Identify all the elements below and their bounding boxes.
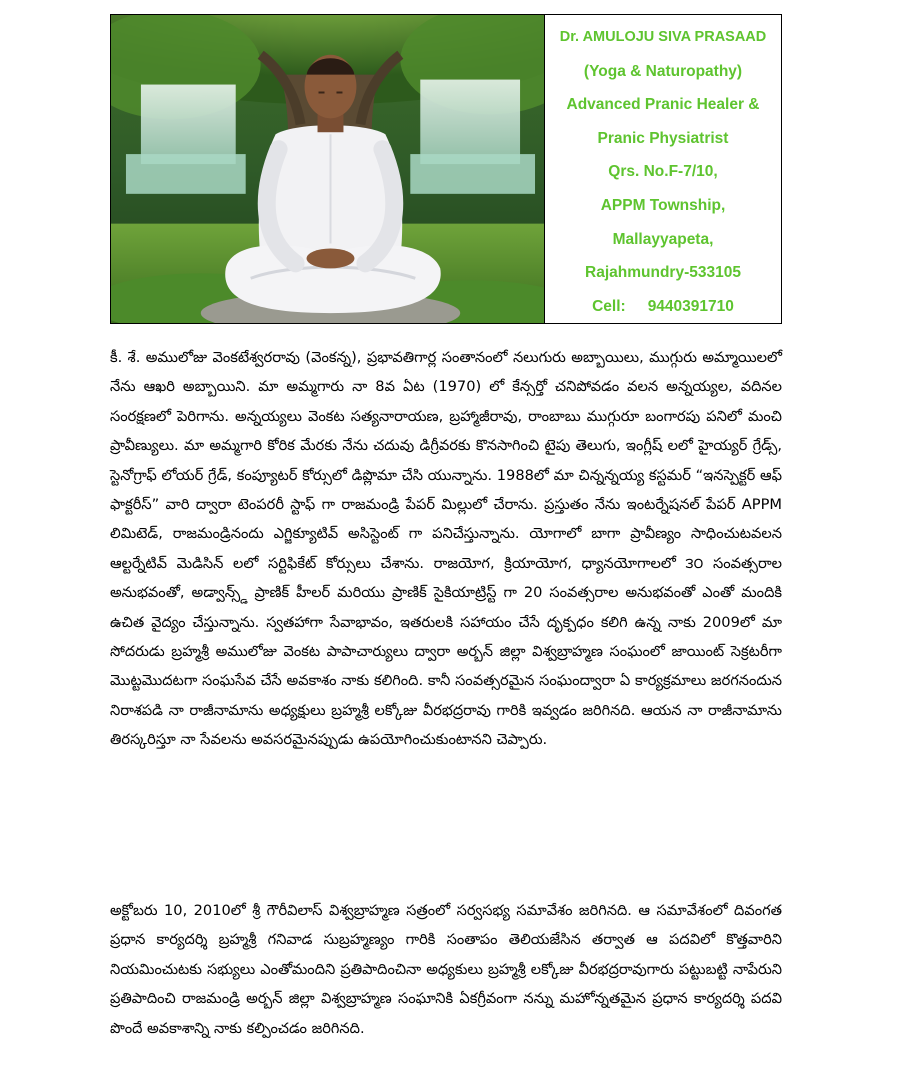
header-box [110, 14, 782, 324]
cell-number: 9440391710 [647, 297, 734, 315]
meditation-photo-illustration [111, 15, 544, 323]
meditation-photo [111, 15, 545, 323]
address-line-4: Rajahmundry-533105 [585, 264, 741, 282]
address-line-1: Qrs. No.F-7/10, [608, 163, 718, 181]
contact-details [545, 15, 781, 323]
title-line-2: Pranic Physiatrist [597, 129, 729, 147]
doctor-name: Dr. AMULOJU SIVA PRASAAD [559, 29, 767, 45]
cell-row [592, 290, 734, 324]
biography-paragraph-2: అక్టోబరు 10, 2010లో శ్రీ గౌరీవిలాస్ విశ్వబ్రాహ్మణ సత్రంలో సర్వసభ్య సమావేశం జరిగినది. ఆ సమావేశంలో దివంగత ప్రధాన కార్యదర్శి బ్రహ్మశ్రీ గనివాడ సుబ్రహ్మణ్యం గారికి సంతాపం తెలియజేసిన తర్వాత ఆ పదవిలో కొత్తవారిని నియమించుటకు సభ్యులు ఎంతోమందిని ప్రతిపాదించినా అధ్యకులు బ్రహ్మశ్రీ లక్కోజు వీరభద్రరావుగారు పట్టుబట్టి నాపేరుని ప్రతిపాదించి రాజమండ్రి అర్బన్ జిల్లా విశ్వబ్రాహ్మణ సంఘానికి ఏకగ్రీవంగా నన్ను మహోన్నతమైన ప్రధాన కార్యదర్శి పదవి పొందే అవకాశాన్ని నాకు కల్పించడం జరిగినది. [110, 902, 782, 1037]
biography-paragraph-1: కీ. శే. అములోజు వెంకటేశ్వరరావు (వెంకన్న), ప్రభావతిగార్ల సంతానంలో నలుగురు అబ్బాయిలు, ముగ్గురు అమ్మాయిలలో నేను ఆఖరి అబ్బాయిని. మా అమ్మగారు నా 8వ ఏట (1970) లో కేన్సర్తో చనిపోవడం వలన అన్నయ్యల, వదినల సంరక్షణలో పెరిగాను. అన్నయ్యలు వెంకట సత్యనారాయణ, బ్రహ్మాజీరావు, రాంబాబు ముగ్గురూ బంగారపు పనిలో మంచి ప్రావీణ్యులు. మా అమ్మగారి కోరిక మేరకు నేను చదువు డిగ్రీవరకు కొనసాగించి టైపు తెలుగు, ఇంగ్లీష్ లలో హైయ్యర్ గ్రేడ్స్, స్టెనోగ్రాఫ్ లోయర్ గ్రేడ్, కంప్యూటర్ కోర్సులో డిప్లొమా చేసి యున్నాను. 1988లో మా చిన్నన్నయ్య కస్టమర్ “ఇనస్పెక్టర్ ఆఫ్ ఫాక్టరీస్” వారి ద్వారా టెంపరరీ స్టాఫ్ గా రాజమండ్రి పేపర్ మిల్లులో చేరాను. ప్రస్తుతం నేను ఇంటర్నేషనల్ పేపర్ APPM లిమిటెడ్, రాజమండ్రినందు ఎగ్జిక్యూటివ్ అసిస్టెంట్ గా పనిచేస్తున్నాను. యోగాలో బాగా ప్రావీణ్యం సాధించుటవలన ఆల్టర్నేటివ్ మెడిసిన్ లలో సర్టిఫికేట్ కోర్సులు చేశాను. రాజయోగ, క్రియాయోగ, ధ్యానయోగాలలో ౩౦ సంవత్సరాల అనుభవంతో, అడ్వాన్స్డ్ ప్రాణిక్ హీలర్ మరియు ప్రాణిక్ సైకియాట్రిస్ట్ గా 20 సంవత్సరాల అనుభవంతో ఎంతో మందికి ఉచిత వైద్యం చేస్తున్నాను. స్వతహాగా సేవాభావం, ఇతరులకి సహాయం చేసే దృక్పధం కలిగి ఉన్న నాకు 2009లో మా సోదరుడు బ్రహ్మశ్రీ అములోజు వెంకట పాపాచార్యులు ద్వారా అర్బన్ జిల్లా విశ్వబ్రాహ్మణ సంఘంలో జాయింట్ సెక్రటరీగా మొట్టమొదటగా సంఘసేవ చేసే అవకాశం నాకు కలిగింది. కానీ సంవత్సరమైన సంఘంద్వారా ఏ కార్యక్రమాలు జరగనందున నిరాశపడి నా రాజీనామాను అధ్యక్షులు బ్రహ్మశ్రీ లక్కోజు వీరభద్రరావు గారికి ఇవ్వడం జరిగినది. ఆయన నా రాజీనామాను తిరస్కరిస్తూ నా సేవలను అవసరమైనప్పుడు ఉపయోగించుకుంటానని చెప్పారు. [110, 349, 782, 749]
specialty: (Yoga & Naturopathy) [583, 62, 743, 80]
title-line-1: Advanced Pranic Healer & [566, 96, 760, 114]
address-line-3: Mallayyapeta, [612, 230, 714, 248]
address-line-2: APPM Township, [600, 196, 726, 214]
cell-label: Cell: [592, 297, 626, 315]
